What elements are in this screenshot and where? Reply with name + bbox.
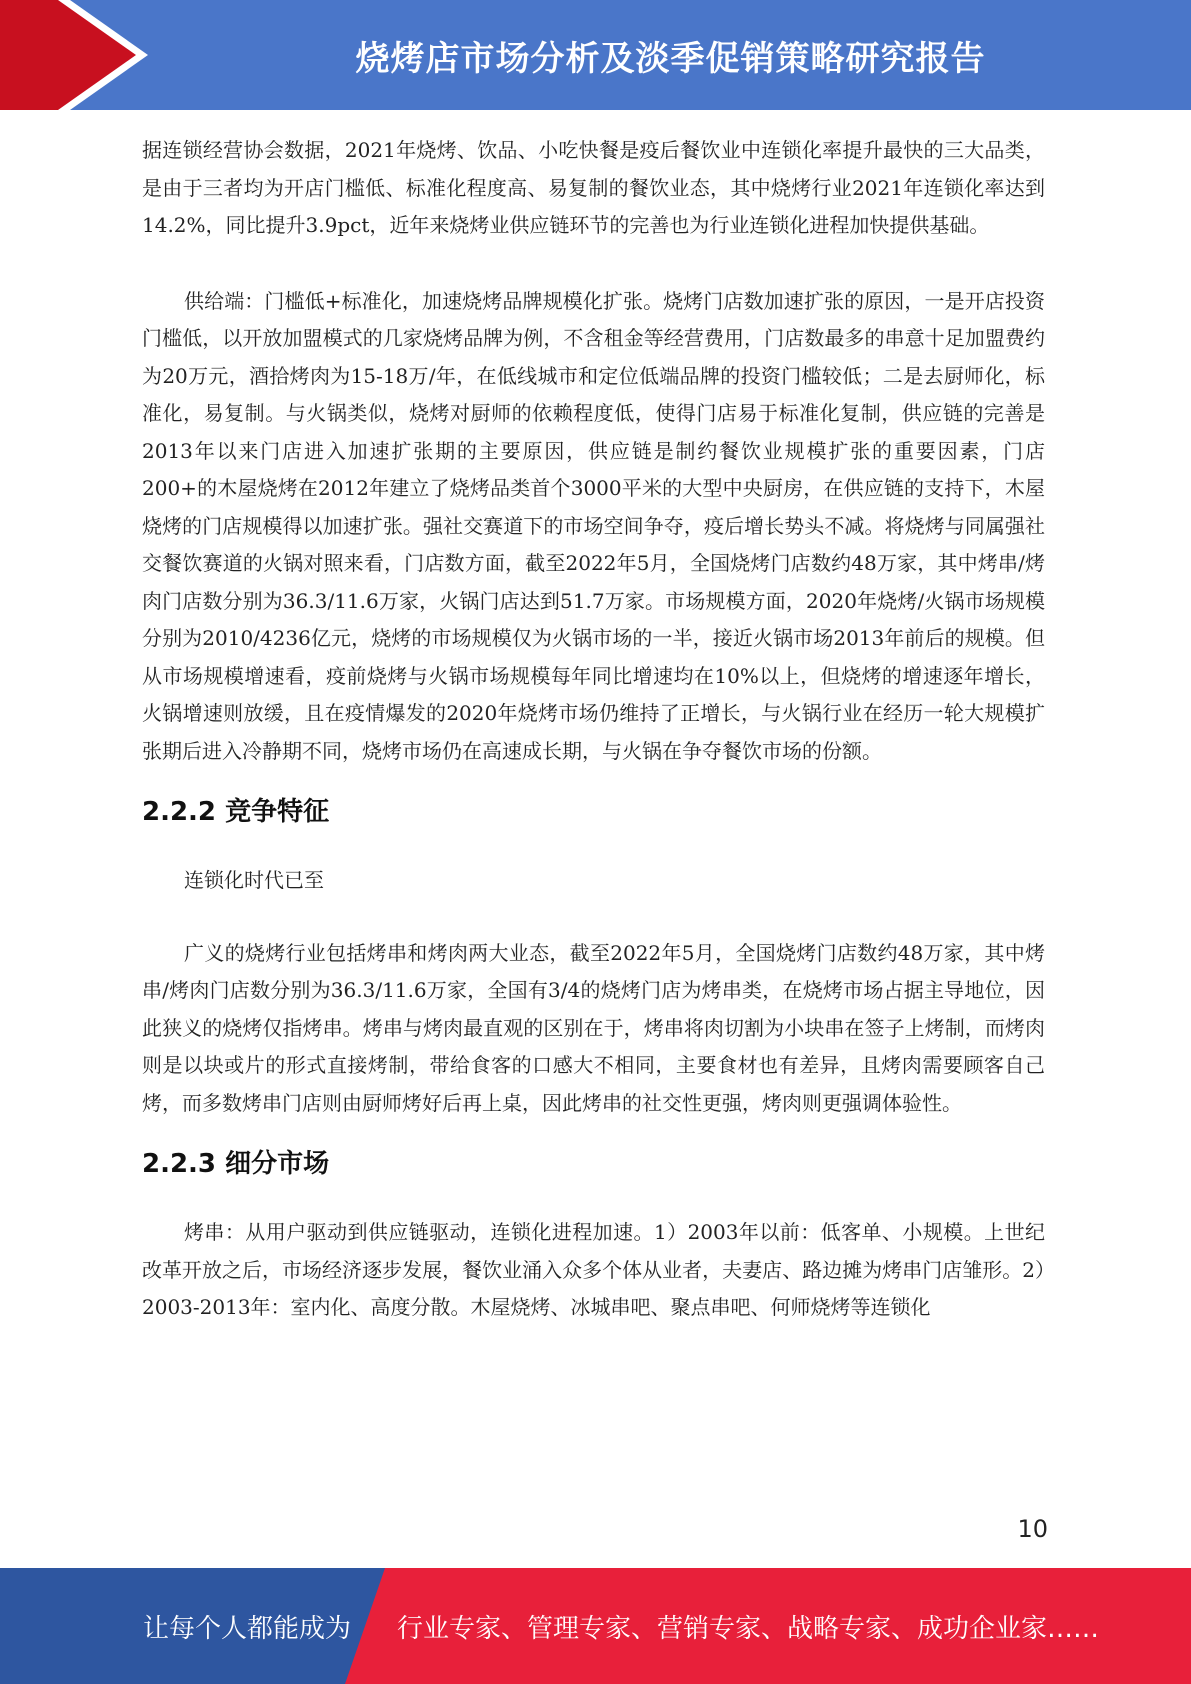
header-bar	[0, 0, 1191, 110]
document-title: 烧烤店市场分析及淡季促销策略研究报告	[355, 38, 986, 79]
section-heading-competition: 2.2.2 竞争特征	[142, 797, 330, 827]
header-arrow-graphic	[0, 0, 160, 110]
page-number: 10	[1017, 1515, 1048, 1543]
page-content	[142, 132, 1045, 1327]
section-heading-segments: 2.2.3 细分市场	[142, 1149, 330, 1179]
paragraph-supply-side: 供给端：门槛低+标准化，加速烧烤品牌规模化扩张。烧烤门店数加速扩张的原因，一是开店投资门槛低，以开放加盟模式的几家烧烤品牌为例，不含租金等经营费用，门店数最多的串意十足加盟费约为20万元，酒拾烤肉为15-18万/年，在低线城市和定位低端品牌的投资门槛较低；二是去厨师化，标准化，易复制。与火锅类似，烧烤对厨师的依赖程度低，使得门店易于标准化复制，供应链的完善是2013年以来门店进入加速扩张期的主要原因，供应链是制约餐饮业规模扩张的重要因素，门店200+的木屋烧烤在2012年建立了烧烤品类首个3000平米的大型中央厨房，在供应链的支持下，木屋烧烤的门店规模得以加速扩张。强社交赛道下的市场空间争夺，疫后增长势头不减。将烧烤与同属强社交餐饮赛道的火锅对照来看，门店数方面，截至2022年5月，全国烧烤门店数约48万家，其中烤串/烤肉门店数分别为36.3/11.6万家，火锅门店达到51.7万家。市场规模方面，2020年烧烤/火锅市场规模分别为2010/4236亿元，烧烤的市场规模仅为火锅市场的一半，接近火锅市场2013年前后的规模。但从市场规模增速看，疫前烧烤与火锅市场规模每年同比增速均在10%以上，但烧烤的增速逐年增长，火锅增速则放缓，且在疫情爆发的2020年烧烤市场仍维持了正增长，与火锅行业在经历一轮大规模扩张期后进入冷静期不同，烧烤市场仍在高速成长期，与火锅在争夺餐饮市场的份额。	[142, 288, 1045, 763]
footer-banner	[0, 1568, 1191, 1684]
paragraph-chain-rate: 据连锁经营协会数据，2021年烧烤、饮品、小吃快餐是疫后餐饮业中连锁化率提升最快的三大品类，是由于三者均为开店门槛低、标准化程度高、易复制的餐饮业态，其中烧烤行业2021年连锁化率达到14.2%，同比提升3.9pct，近年来烧烤业供应链环节的完善也为行业连锁化进程加快提供基础。	[142, 138, 1045, 237]
footer-slogan-right: 行业专家、管理专家、营销专家、战略专家、成功企业家……	[397, 1613, 1100, 1644]
paragraph-industry-scope: 广义的烧烤行业包括烤串和烤肉两大业态，截至2022年5月，全国烧烤门店数约48万家，其中烤串/烤肉门店数分别为36.3/11.6万家，全国有3/4的烧烤门店为烤串类，在烧烤市场占据主导地位，因此狭义的烧烤仅指烤串。烤串与烤肉最直观的区别在于，烤串将肉切割为小块串在签子上烤制，而烤肉则是以块或片的形式直接烤制，带给食客的口感大不相同，主要食材也有差异，且烤肉需要顾客自己烤，而多数烤串门店则由厨师烤好后再上桌，因此烤串的社交性更强，烤肉则更强调体验性。	[142, 940, 1045, 1115]
paragraph-skewers: 烤串：从用户驱动到供应链驱动，连锁化进程加速。1）2003年以前：低客单、小规模。上世纪改革开放之后，市场经济逐步发展，餐饮业涌入众多个体从业者，夫妻店、路边摊为烤串门店雏形。2）2003-2013年：室内化、高度分散。木屋烧烤、冰城串吧、聚点串吧、何师烧烤等连锁化	[142, 1220, 1045, 1319]
footer-slogan-left: 让每个人都能成为	[143, 1613, 352, 1644]
subheading-chain-era: 连锁化时代已至	[184, 868, 324, 892]
